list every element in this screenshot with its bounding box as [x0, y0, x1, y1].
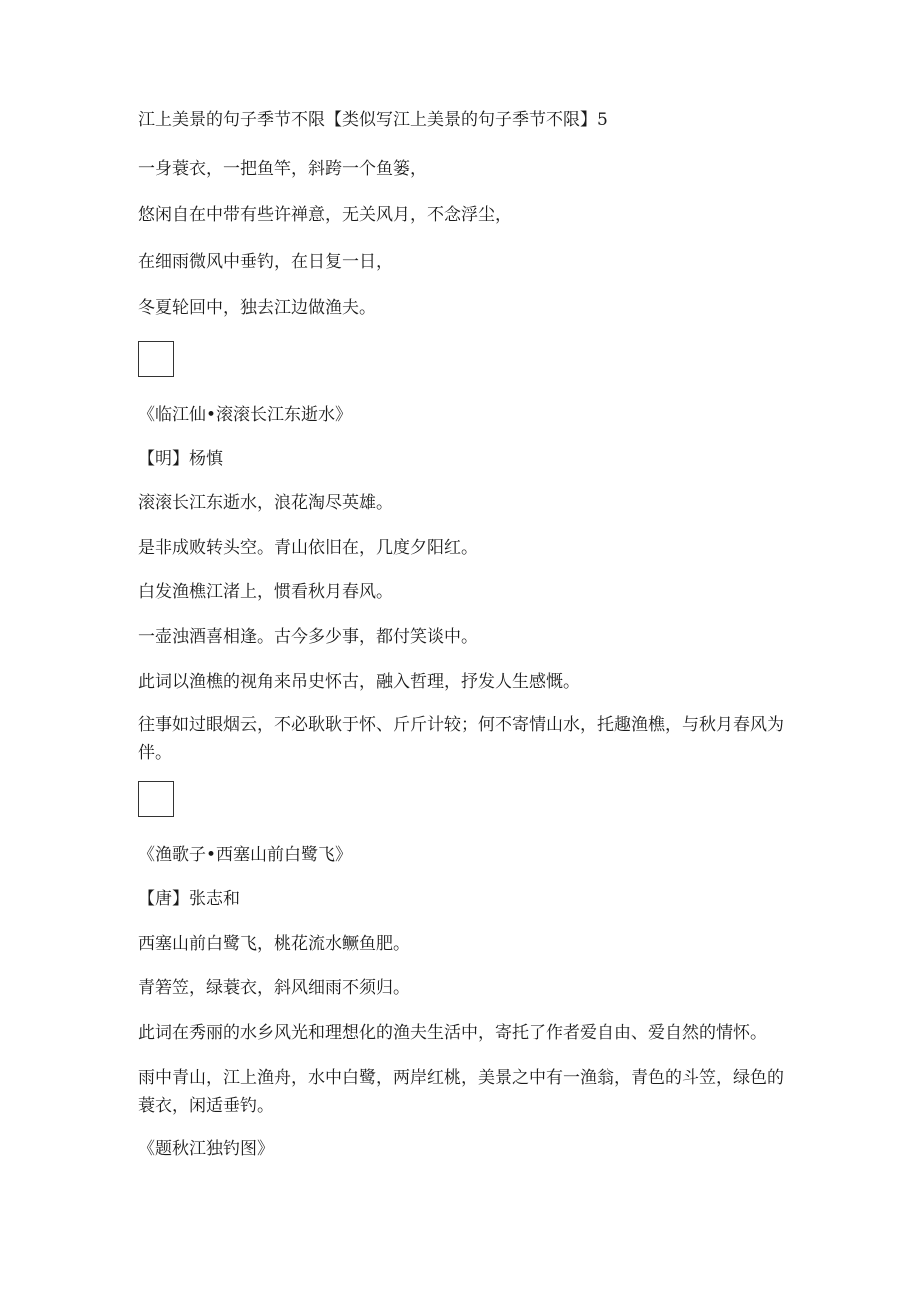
poem2-line-1: 西塞山前白鹭飞，桃花流水鳜鱼肥。 [138, 934, 410, 954]
document-title: 江上美景的句子季节不限【类似写江上美景的句子季节不限】5 [138, 110, 608, 130]
poem1-title: 《临江仙•滚滚长江东逝水》 [138, 405, 353, 425]
intro-line-2: 悠闲自在中带有些许禅意，无关风月，不念浮尘， [138, 205, 512, 225]
poem1-author: 【明】杨慎 [138, 449, 223, 469]
poem2-title: 《渔歌子•西塞山前白鹭飞》 [138, 845, 353, 865]
poem2-author: 【唐】张志和 [138, 889, 240, 909]
intro-line-4: 冬夏轮回中，独去江边做渔夫。 [138, 298, 376, 318]
poem1-line-1: 滚滚长江东逝水，浪花淘尽英雄。 [138, 493, 393, 513]
intro-line-1: 一身蓑衣，一把鱼竿，斜跨一个鱼篓， [138, 159, 427, 179]
image-placeholder-2 [138, 781, 174, 817]
poem1-line-4: 一壶浊酒喜相逢。古今多少事，都付笑谈中。 [138, 627, 478, 647]
poem3-title: 《题秋江独钓图》 [138, 1139, 274, 1159]
poem2-commentary-2: 雨中青山，江上渔舟，水中白鹭，两岸红桃，美景之中有一渔翁，青色的斗笠，绿色的蓑衣，闲适垂钓。 [138, 1068, 784, 1116]
poem1-line-3: 白发渔樵江渚上，惯看秋月春风。 [138, 582, 393, 602]
poem1-commentary-1: 此词以渔樵的视角来吊史怀古，融入哲理，抒发人生感慨。 [138, 672, 580, 692]
poem2-line-2: 青箬笠，绿蓑衣，斜风细雨不须归。 [138, 978, 410, 998]
intro-line-3: 在细雨微风中垂钓，在日复一日， [138, 252, 393, 272]
image-placeholder-1 [138, 341, 174, 377]
poem2-commentary-1: 此词在秀丽的水乡风光和理想化的渔夫生活中，寄托了作者爱自由、爱自然的情怀。 [138, 1023, 767, 1043]
poem1-line-2: 是非成败转头空。青山依旧在，几度夕阳红。 [138, 538, 478, 558]
poem1-commentary-2: 往事如过眼烟云，不必耿耿于怀、斤斤计较；何不寄情山水，托趣渔樵，与秋月春风为伴。 [138, 715, 784, 763]
